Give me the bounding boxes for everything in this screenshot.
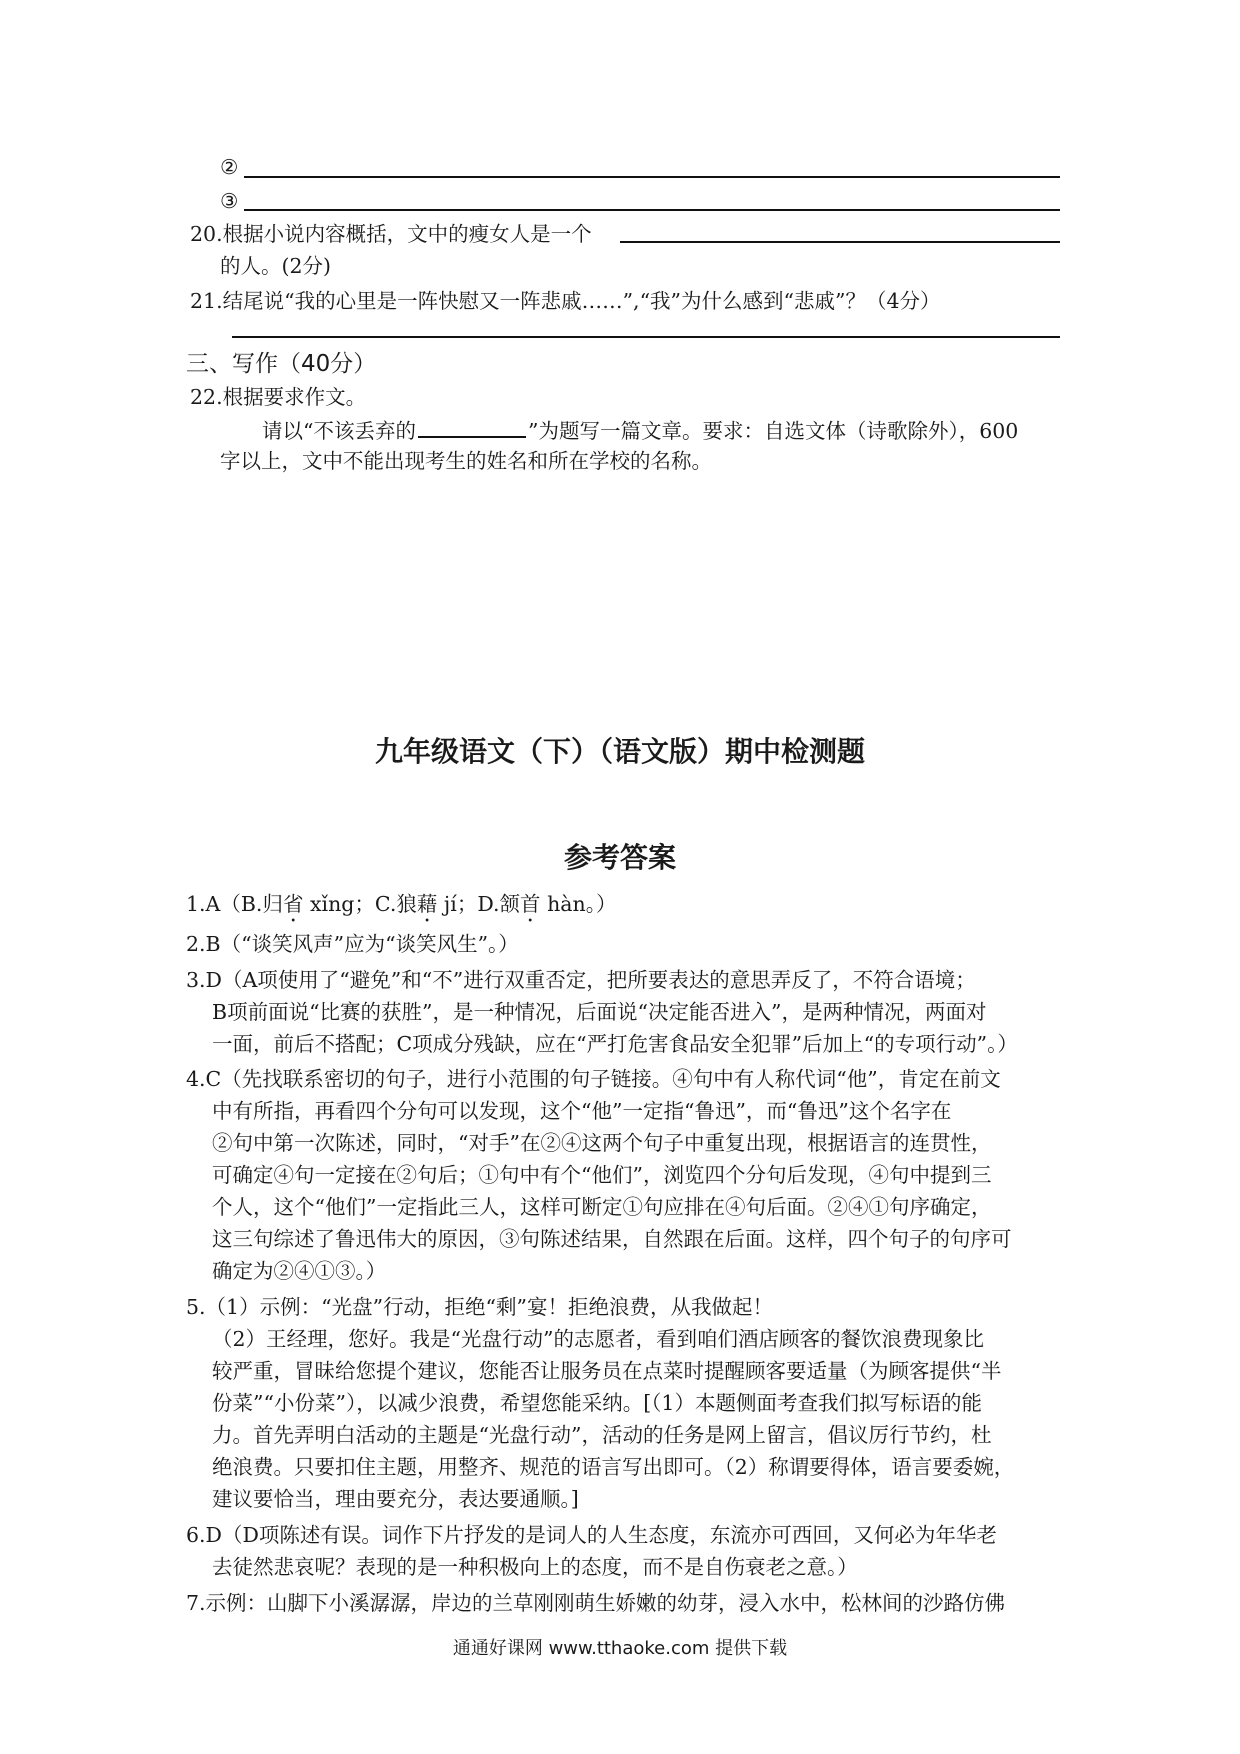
q22-prompt-line2: 字以上，文中不能出现考生的姓名和所在学校的名称。 <box>220 449 712 473</box>
answer-4-line: 可确定④句一定接在②句后；①句中有个“他们”，浏览四个分句后发现，④句中提到三 <box>212 1163 992 1187</box>
q21-answer-blank[interactable] <box>232 336 1060 338</box>
q19-item-3-label: ③ <box>220 189 239 213</box>
q19-item-2-label: ② <box>220 155 239 179</box>
answer-1-part: jí；D.颔 <box>437 892 521 916</box>
answer-1-part: hàn。） <box>540 892 617 916</box>
page-footer: 通通好课网 www.tthaoke.com 提供下载 <box>452 1638 788 1659</box>
answer-3-line: 一面，前后不搭配；C项成分残缺，应在“严打危害食品安全犯罪”后加上“的专项行动”。） <box>212 1032 1018 1056</box>
answer-6-line: 6.D（D项陈述有误。词作下片抒发的是词人的人生态度，东流亦可西回，又何必为年华老 <box>186 1523 997 1547</box>
answer-5-line: 建议要恰当，理由要充分，表达要通顺。] <box>212 1487 579 1511</box>
q19-answer-blank-3[interactable] <box>244 209 1060 211</box>
answer-4-line: 4.C（先找联系密切的句子，进行小范围的句子链接。④句中有人称代词“他”，肯定在前文 <box>186 1067 1001 1091</box>
q21-text: 21.结尾说“我的心里是一阵快慰又一阵悲戚……”,“我”为什么感到“悲戚”？（4分） <box>190 289 941 313</box>
answer-4-line: 个人，这个“他们”一定指此三人，这样可断定①句应排在④句后面。②④①句序确定， <box>212 1195 992 1219</box>
answer-1-part: xǐng；C.狼 <box>303 892 417 916</box>
writing-section-title: 三、写作（40分） <box>186 351 377 377</box>
q20-continuation: 的人。(2分) <box>220 254 332 278</box>
q19-answer-blank-2[interactable] <box>244 176 1060 178</box>
answer-4-line: 这三句综述了鲁迅伟大的原因，③句陈述结果，自然跟在后面。这样，四个句子的句序可 <box>212 1227 1012 1251</box>
dotted-char: 省 <box>282 892 304 916</box>
answer-3-line: B项前面说“比赛的获胜”，是一种情况，后面说“决定能否进入”，是两种情况，两面对 <box>212 1000 987 1024</box>
dotted-char: 藉 <box>416 892 438 916</box>
q22-prompt-line1 <box>262 414 1018 446</box>
answer-7-line: 7.示例：山脚下小溪潺潺，岸边的兰草刚刚萌生娇嫩的幼芽，浸入水中，松林间的沙路仿佛 <box>186 1591 1006 1615</box>
answer-1-part: 1.A（B.归 <box>186 892 283 916</box>
q22-text: 22.根据要求作文。 <box>190 385 367 409</box>
answer-2: 2.B（“谈笑风声”应为“谈笑风生”。） <box>186 932 519 956</box>
answer-1 <box>186 889 616 927</box>
title-fill-blank[interactable] <box>418 414 526 438</box>
answer-5-line: （2）王经理，您好。我是“光盘行动”的志愿者，看到咱们酒店顾客的餐饮浪费现象比 <box>212 1327 985 1351</box>
answer-4-line: 中有所指，再看四个分句可以发现，这个“他”一定指“鲁迅”，而“鲁迅”这个名字在 <box>212 1099 952 1123</box>
answer-4-line: ②句中第一次陈述，同时，“对手”在②④这两个句子中重复出现，根据语言的连贯性， <box>212 1131 992 1155</box>
answer-5-line: 5.（1）示例：“光盘”行动，拒绝“剩”宴！拒绝浪费，从我做起！ <box>186 1295 774 1319</box>
q22-prompt-before: 请以“不该丢弃的 <box>262 419 416 443</box>
q22-prompt-after: ”为题写一篇文章。要求：自选文体（诗歌除外），600 <box>527 419 1019 443</box>
answer-3-line: 3.D（A项使用了“避免”和“不”进行双重否定，把所要表达的意思弄反了，不符合语境； <box>186 968 976 992</box>
q20-answer-blank[interactable] <box>620 241 1060 243</box>
answer-5-line: 份菜”“小份菜”），以减少浪费，希望您能采纳。[（1）本题侧面考查我们拟写标语的能 <box>212 1391 982 1415</box>
answer-4-line: 确定为②④①③。） <box>212 1259 387 1283</box>
answer-5-line: 力。首先弄明白活动的主题是“光盘行动”，活动的任务是网上留言，倡议厉行节约，杜 <box>212 1423 992 1447</box>
q20-text: 20.根据小说内容概括，文中的瘦女人是一个 <box>190 222 592 246</box>
answers-title: 参考答案 <box>563 841 676 874</box>
answer-5-line: 较严重，冒昧给您提个建议，您能否让服务员在点菜时提醒顾客要适量（为顾客提供“半 <box>212 1359 1002 1383</box>
answer-6-line: 去徒然悲哀呢？表现的是一种积极向上的态度，而不是自伤衰老之意。） <box>212 1555 858 1579</box>
exam-title: 九年级语文（下）（语文版）期中检测题 <box>374 735 865 768</box>
dotted-char: 首 <box>520 892 541 916</box>
answer-5-line: 绝浪费。只要扣住主题，用整齐、规范的语言写出即可。（2）称谓要得体，语言要委婉， <box>212 1455 1015 1479</box>
